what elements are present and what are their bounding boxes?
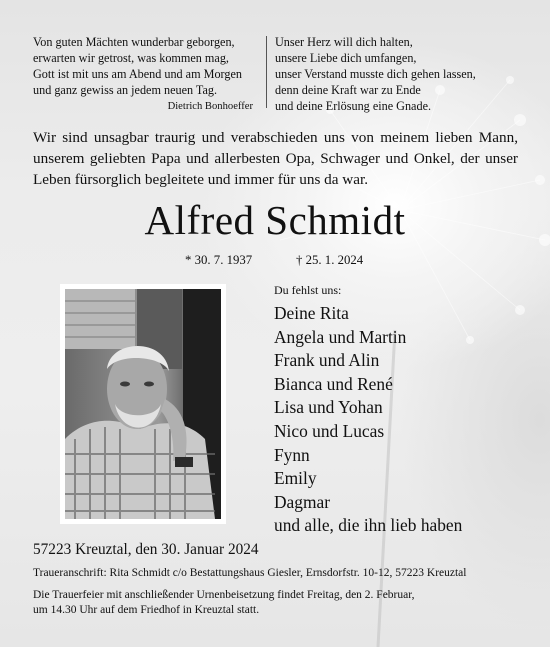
poem-right-line: denn deine Kraft war zu Ende <box>275 83 421 97</box>
deceased-name: Alfred Schmidt <box>144 197 406 243</box>
ceremony-line: um 14.30 Uhr auf dem Friedhof in Kreuztal statt. <box>33 603 260 616</box>
poem-right <box>275 34 525 114</box>
mourner-name: Emily <box>274 468 317 489</box>
mourner-name: Deine Rita <box>274 303 349 323</box>
poem-divider <box>266 36 267 108</box>
mourner-name: Bianca und René <box>274 373 393 394</box>
mourner-name: Fynn <box>274 444 310 465</box>
ceremony-info <box>33 588 513 617</box>
poem-left-line: und ganz gewiss an jedem neuen Tag. <box>33 83 218 97</box>
poem-right-line: unser Verstand musste dich gehen lassen, <box>275 67 476 81</box>
mourner-name: Frank und Alin <box>274 350 380 371</box>
mourner-name: Dagmar <box>274 491 331 512</box>
mourner-name: Angela und Martin <box>274 326 407 347</box>
missing-label: Du fehlst uns: <box>274 283 342 297</box>
poem-right-line: Unser Herz will dich halten, <box>275 35 413 49</box>
poem-left-line: Gott ist mit uns am Abend und am Morgen <box>33 67 242 81</box>
poem-author: Dietrich Bonhoeffer <box>167 101 253 112</box>
birth-date: * 30. 7. 1937 <box>185 253 253 267</box>
mourner-name: Nico und Lucas <box>274 420 385 441</box>
poem-right-line: unsere Liebe dich umfangen, <box>275 51 417 65</box>
ceremony-line: Die Trauerfeier mit anschließender Urnenbeisetzung findet Freitag, den 2. Februar, <box>33 589 415 601</box>
mourners-list <box>274 302 462 538</box>
portrait-frame <box>60 284 226 524</box>
portrait-photo <box>65 289 221 519</box>
death-date: † 25. 1. 2024 <box>296 253 364 267</box>
poem-right-line: und deine Erlösung eine Gnade. <box>275 99 432 113</box>
intro-text: Wir sind unsagbar traurig und verabschieden uns von meinem lieben Mann, unserem geliebten Papa und allerbesten Opa, Schwager und Onkel, der unser Leben fürsorglich begleitete und immer für uns da war. <box>33 129 518 188</box>
mourning-address: Traueranschrift: Rita Schmidt c/o Bestattungshaus Giesler, Ernsdorfstr. 10-12, 57223 Kreuztal <box>33 567 467 579</box>
poem-left-line: erwarten wir getrost, was kommen mag, <box>33 51 229 65</box>
poem-left-line: Von guten Mächten wunderbar geborgen, <box>33 35 235 49</box>
mourner-name: und alle, die ihn lieb haben <box>274 515 463 536</box>
poem-left <box>33 34 265 115</box>
place-date: 57223 Kreuztal, den 30. Januar 2024 <box>33 541 259 558</box>
mourner-name: Lisa und Yohan <box>274 397 383 418</box>
